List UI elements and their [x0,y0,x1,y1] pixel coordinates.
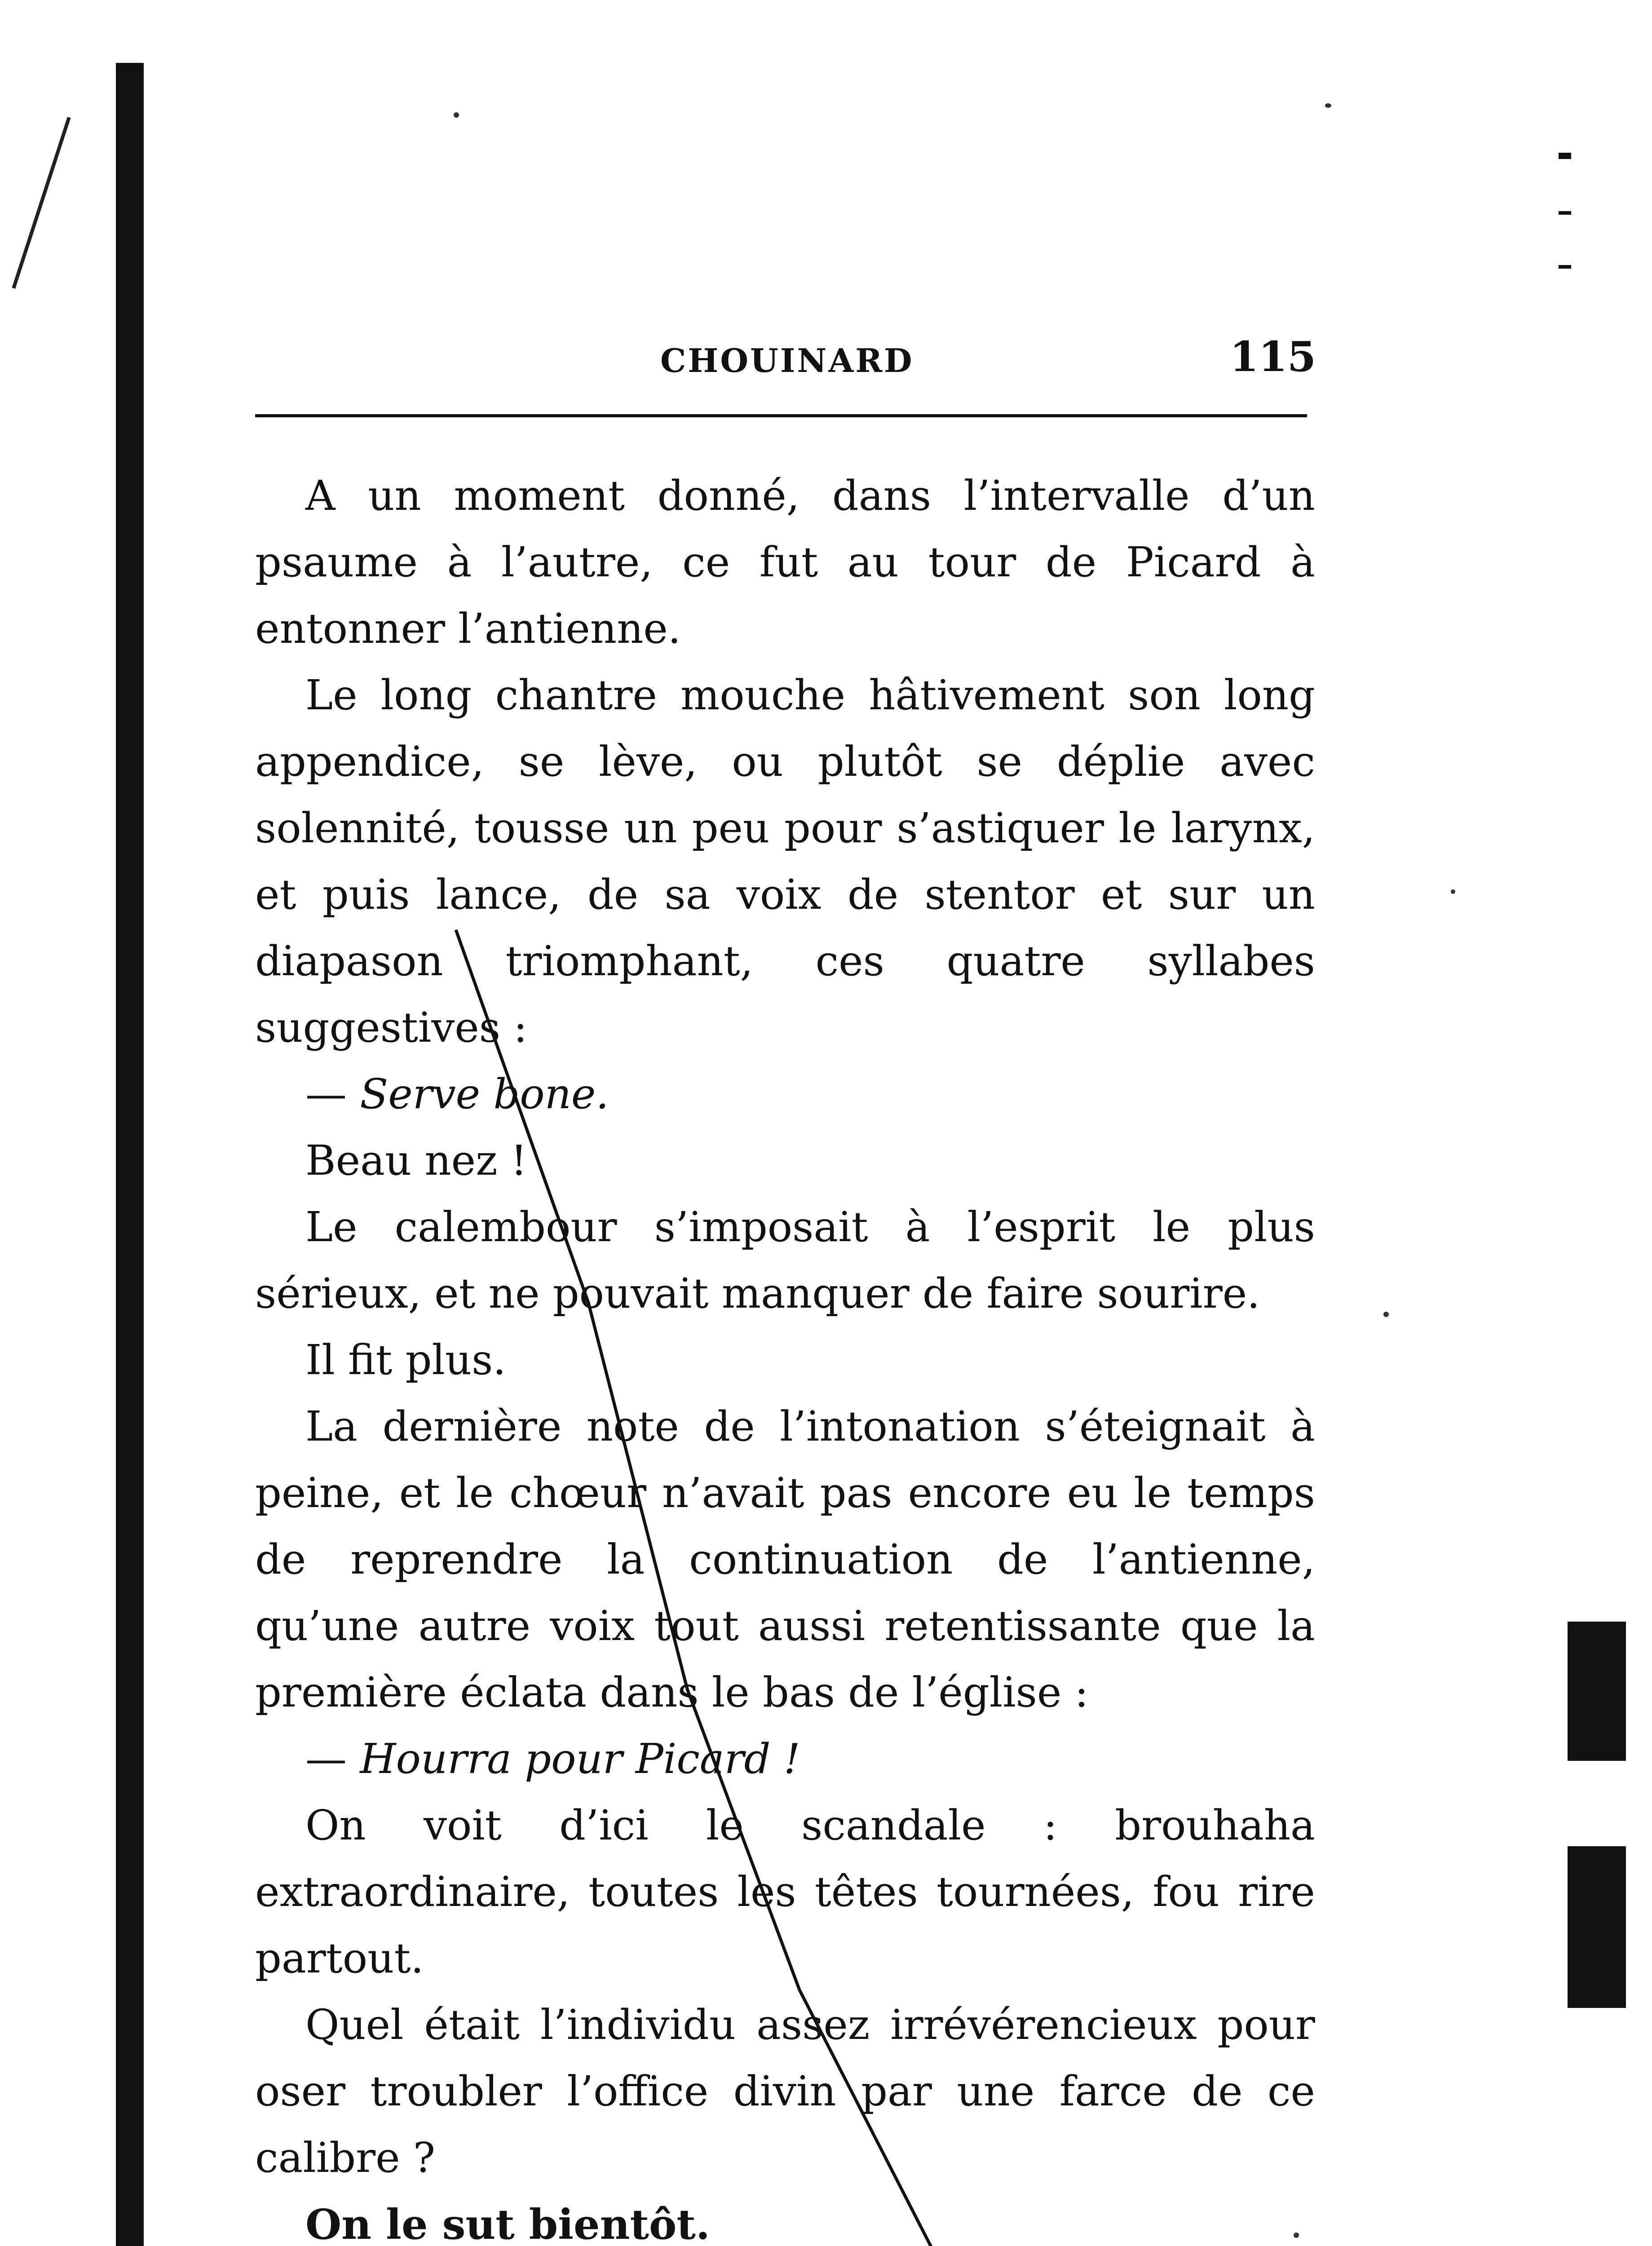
scan-speck [454,112,459,118]
dialogue-dash: — [305,1735,360,1783]
paragraph: Quel était l’individu assez irrévérencieux pour oser troubler l’office divin par une farce de ce calibre ? [255,2001,1315,2182]
dialogue-line [255,1726,1315,1792]
running-head [256,332,1316,382]
paragraph: Beau nez ! [305,1136,527,1185]
paragraph: Il fit plus. [305,1336,506,1384]
dialogue-text: Hourra pour Picard ! [360,1735,800,1783]
right-edge-tick [1559,265,1571,269]
scan-speck [1383,1312,1389,1317]
binding-stroke [12,117,71,289]
dialogue-line [255,1061,1315,1127]
scan-speck [1451,889,1455,894]
scan-speck [1294,2233,1299,2238]
dialogue-text: Serve bone. [360,1070,609,1118]
right-edge-tick [1559,153,1571,159]
paragraph: On voit d’ici le scandale : brouhaha extraordinaire, toutes les têtes tournées, fou rire partout. [255,1801,1315,1982]
right-edge-tick [1559,211,1571,215]
body-text [255,463,1315,2246]
dialogue-dash: — [305,1070,360,1118]
paragraph: La dernière note de l’intonation s’éteignait à peine, et le chœur n’avait pas encore eu le temps de reprendre la continuation de l’antienne, qu’une autre voix tout aussi retentissante que la première éclata dans le bas de l’église : [255,1402,1315,1716]
paragraph: On le sut bientôt. [305,2200,710,2246]
paragraph: A un moment donné, dans l’intervalle d’un psaume à l’autre, ce fut au tour de Picard à entonner l’antienne. [255,472,1315,653]
binding-edge [116,63,144,2246]
right-edge-mark [1568,1846,1626,2008]
running-title: CHOUINARD [660,341,914,380]
header-rule [255,414,1307,417]
right-edge-mark [1568,1622,1626,1761]
page-number: 115 [1229,332,1316,381]
scan-speck [1325,103,1331,108]
paragraph: Le long chantre mouche hâtivement son long appendice, se lève, ou plutôt se déplie avec solennité, tousse un peu pour s’astiquer le larynx, et puis lance, de sa voix de stentor et sur un diapason triomphant, ces quatre syllabes suggestives : [255,671,1315,1052]
paragraph: Le calembour s’imposait à l’esprit le plus sérieux, et ne pouvait manquer de faire sourire. [255,1203,1315,1318]
